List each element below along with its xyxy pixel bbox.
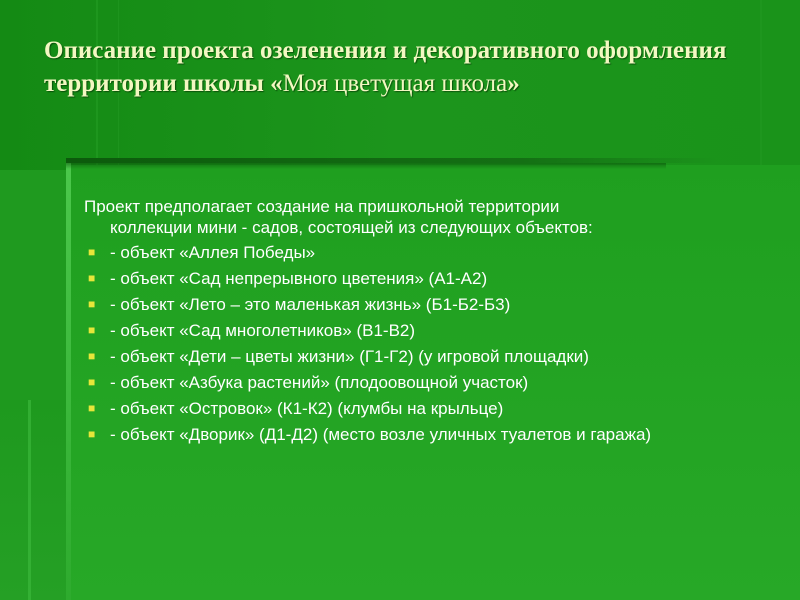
list-item <box>84 242 764 263</box>
intro-paragraph <box>84 196 764 238</box>
list-item-text: - объект «Островок» (К1-К2) (клумбы на крыльце) <box>110 399 504 418</box>
list-item <box>84 320 764 341</box>
list-item-text: - объект «Аллея Победы» <box>110 243 316 262</box>
list-item <box>84 372 764 393</box>
square-bullet-icon: ■ <box>88 349 96 363</box>
square-bullet-icon: ■ <box>88 427 96 441</box>
content-panel-top-shadow <box>66 163 666 169</box>
square-bullet-icon: ■ <box>88 245 96 259</box>
square-bullet-icon: ■ <box>88 401 96 415</box>
list-item <box>84 346 764 367</box>
square-bullet-icon: ■ <box>88 271 96 285</box>
list-item <box>84 294 764 315</box>
intro-line-1: Проект предполагает создание на пришкольной территории <box>84 197 560 216</box>
slide-title-project-name: Моя цветущая школа <box>282 70 508 97</box>
lower-left-block <box>0 400 70 600</box>
slide-title-bold: Описание проекта озеленения и декоративного оформления территории школы « <box>44 37 727 97</box>
list-item-text: - объект «Дети – цветы жизни» (Г1-Г2) (у игровой площадки) <box>110 347 589 366</box>
list-item-text: - объект «Сад непрерывного цветения» (А1-А2) <box>110 269 488 288</box>
square-bullet-icon: ■ <box>88 375 96 389</box>
square-bullet-icon: ■ <box>88 297 96 311</box>
list-item <box>84 424 764 445</box>
list-item <box>84 268 764 289</box>
square-bullet-icon: ■ <box>88 323 96 337</box>
object-list <box>84 242 764 445</box>
list-item-text: - объект «Лето – это маленькая жизнь» (Б1-Б2-Б3) <box>110 295 511 314</box>
slide-title <box>44 34 764 100</box>
slide-body <box>84 196 764 450</box>
list-item-text: - объект «Азбука растений» (плодоовощной участок) <box>110 373 529 392</box>
lower-left-edge <box>28 400 31 600</box>
list-item <box>84 398 764 419</box>
intro-line-2: коллекции мини - садов, состоящей из следующих объектов: <box>110 218 593 237</box>
content-panel-left-edge <box>66 158 71 600</box>
list-item-text: - объект «Сад многолетников» (В1-В2) <box>110 321 416 340</box>
slide-title-close-quote: » <box>507 70 520 97</box>
list-item-text: - объект «Дворик» (Д1-Д2) (место возле уличных туалетов и гаража) <box>110 425 652 444</box>
